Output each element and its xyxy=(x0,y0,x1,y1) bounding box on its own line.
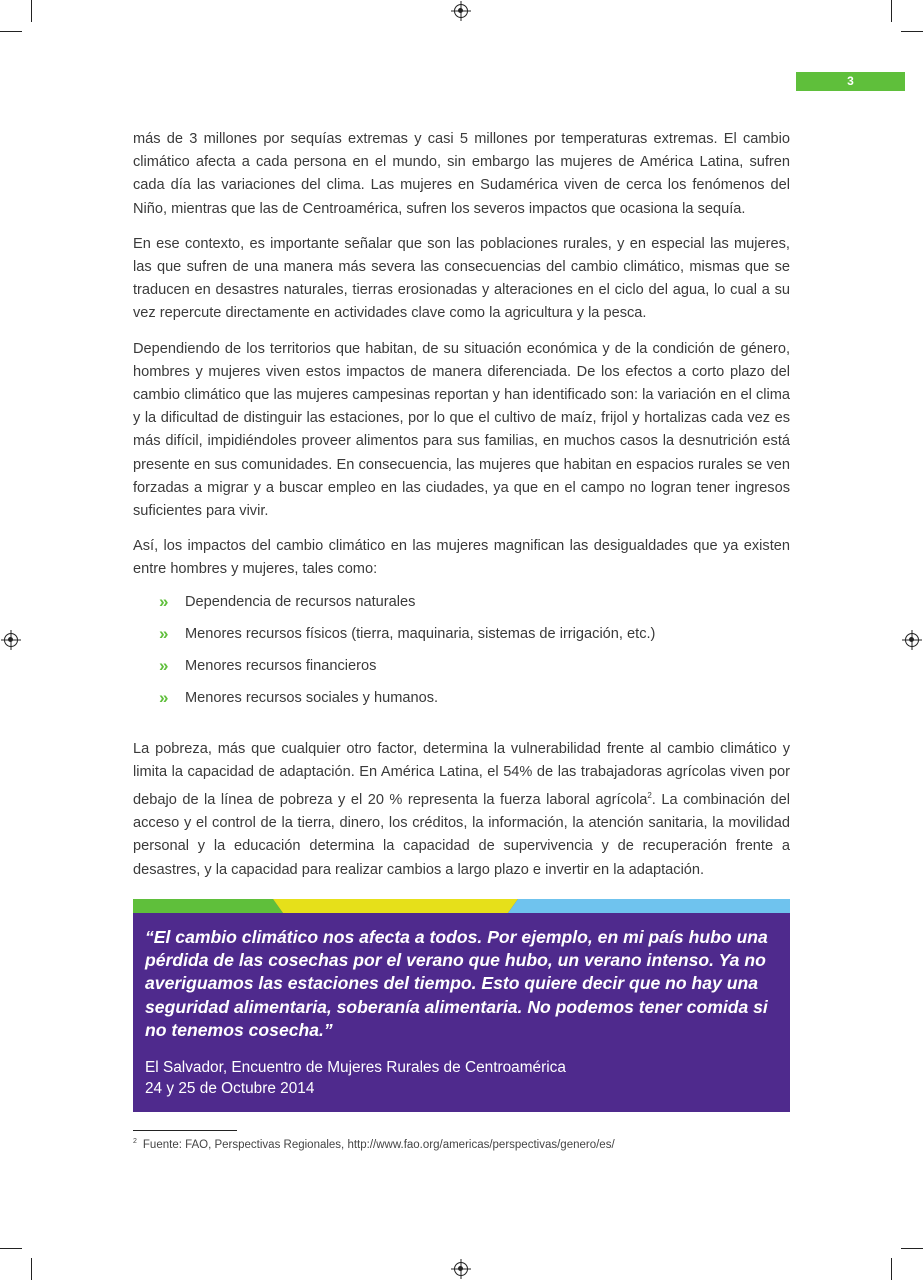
chevron-bullet-icon: » xyxy=(159,655,169,675)
list-item-text: Dependencia de recursos naturales xyxy=(185,593,416,610)
bullet-list xyxy=(133,586,790,714)
crop-mark xyxy=(31,1258,32,1280)
footnote-number: 2 xyxy=(133,1138,137,1145)
registration-mark-icon xyxy=(905,633,919,647)
paragraph: Así, los impactos del cambio climático en las mujeres magnifican las desigualdades que ya existen entre hombres y mujeres, tales como: xyxy=(133,538,790,578)
list-item xyxy=(133,586,790,618)
quote-source-date: 24 y 25 de Octubre 2014 xyxy=(145,1079,315,1097)
footnote-reference[interactable]: 2 xyxy=(647,791,652,801)
crop-mark xyxy=(0,31,22,32)
paragraph-text: La pobreza, más que cualquier otro factor, determina la vulnerabilidad frente al cambio climático y limita la capacidad de adaptación. En América Latina, el 54% de las trabajadoras agrícolas viven por debajo de la línea de pobreza y el 20 % representa la fuerza laboral agrícola xyxy=(133,740,790,808)
paragraph: Dependiendo de los territorios que habitan, de su situación económica y de la condición de género, hombres y mujeres viven estos impactos de manera diferenciada. De los efectos a corto plazo del cambio climático que las mujeres campesinas reportan y han identificado son: la variación en el clima y la dificultad de distinguir las estaciones, por lo que el cultivo de maíz, frijol y hortalizas cada vez es más difícil, impidiéndoles proveer alimentos para sus familias, en muchos casos la desnutrición está presente en sus comunidades. En consecuencia, las mujeres que habitan en espacios rurales se ven forzadas a migrar y a buscar empleo en las ciudades, ya que en el campo no logran tener ingresos suficientes para vivir. xyxy=(133,340,790,520)
footnote-text: Fuente: FAO, Perspectivas Regionales, http://www.fao.org/americas/perspectivas/genero/es/ xyxy=(142,1138,615,1151)
paragraph: más de 3 millones por sequías extremas y casi 5 millones por temperaturas extremas. El cambio climático afecta a cada persona en el mundo, sin embargo las mujeres de América Latina, sufren cada día las variaciones del clima. Las mujeres en Sudamérica viven de cerca los fenómenos del Niño, mientras que las de Centroamérica, sufren los severos impactos que ocasiona la sequía. xyxy=(133,131,790,217)
chevron-bullet-icon: » xyxy=(159,591,169,611)
page-number: 3 xyxy=(796,72,905,91)
registration-mark-icon xyxy=(454,4,468,18)
testimonial-quote-box xyxy=(133,899,790,1112)
crop-mark xyxy=(891,1258,892,1280)
list-item-text: Menores recursos financieros xyxy=(185,657,377,674)
list-item xyxy=(133,682,790,714)
registration-mark-icon xyxy=(4,633,18,647)
footnote xyxy=(133,1138,615,1151)
crop-mark xyxy=(901,1248,923,1249)
chevron-bullet-icon: » xyxy=(159,623,169,643)
quote-source xyxy=(145,1058,775,1099)
crop-mark xyxy=(31,0,32,22)
quote-text: “El cambio climático nos afecta a todos. Por ejemplo, en mi país hubo una pérdida de las cosechas por el verano que hubo, un verano intenso. Ya no averiguamos las estaciones del tiempo. Esto quiere decir que no hay una seguridad alimentaria, soberanía alimentaria. No podemos tener comida si no tenemos cosecha.” xyxy=(145,927,768,1040)
quote-source-line: El Salvador, Encuentro de Mujeres Rurales de Centroamérica xyxy=(145,1059,566,1076)
paragraph-poverty xyxy=(133,738,790,882)
color-band xyxy=(133,899,790,913)
paragraph: En ese contexto, es importante señalar que son las poblaciones rurales, y en especial las mujeres, las que sufren de una manera más severa las consecuencias del cambio climático, mismas que se traducen en desastres naturales, tierras erosionadas y alteraciones en el ciclo del agua, lo cual a su vez repercute directamente en actividades clave como la agricultura y la pesca. xyxy=(133,235,790,322)
body-text xyxy=(133,128,790,894)
paragraph-text: . La combinación del acceso y el control de la tierra, dinero, los créditos, la información, la atención sanitaria, la movilidad personal y la educación determina la capacidad de supervivencia y de recuperación frente a desastres, y la capacidad para realizar cambios a largo plazo e invertir en la adaptación. xyxy=(133,791,790,878)
list-item-text: Menores recursos físicos (tierra, maquinaria, sistemas de irrigación, etc.) xyxy=(185,625,656,642)
list-item-text: Menores recursos sociales y humanos. xyxy=(185,689,439,706)
list-item xyxy=(133,618,790,650)
crop-mark xyxy=(901,31,923,32)
crop-mark xyxy=(891,0,892,22)
registration-mark-icon xyxy=(454,1262,468,1276)
chevron-bullet-icon: » xyxy=(159,687,169,707)
list-item xyxy=(133,650,790,682)
crop-mark xyxy=(0,1248,22,1249)
footnote-divider xyxy=(133,1130,237,1131)
